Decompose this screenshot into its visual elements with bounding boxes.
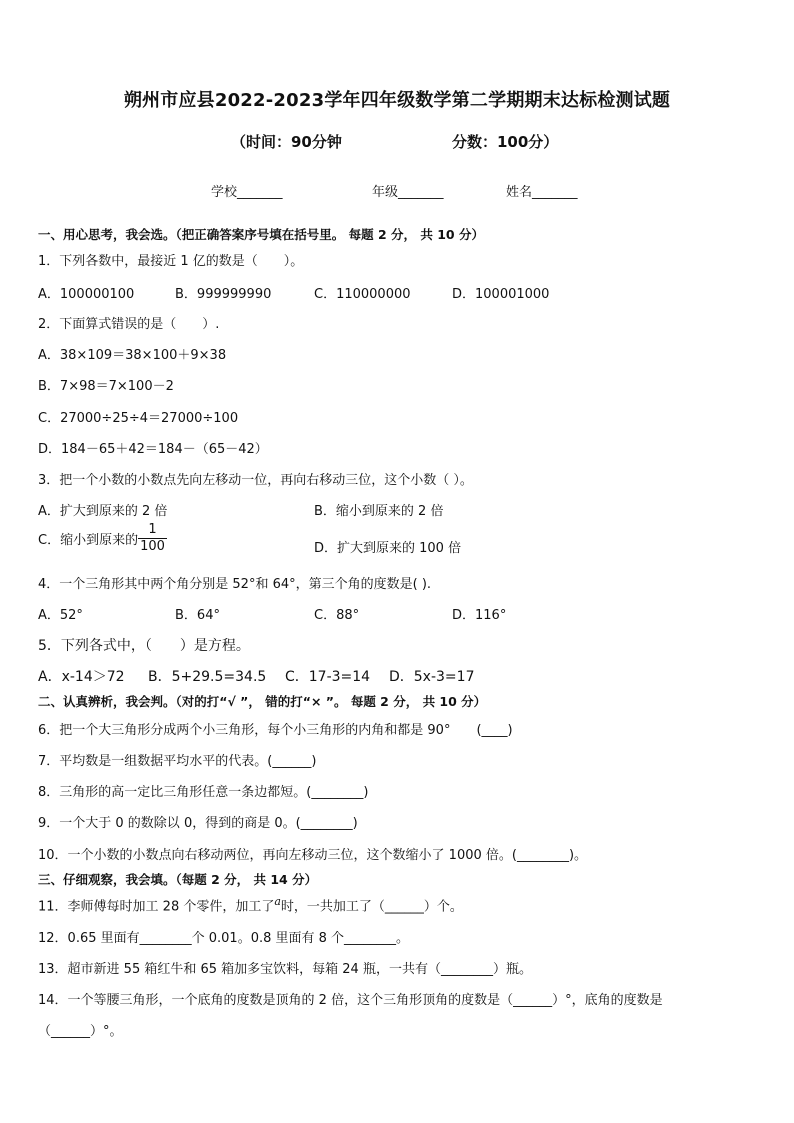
q3-option-c-text: C．缩小到原来的 <box>38 533 139 548</box>
q3-option-a: A．扩大到原来的 2 倍 <box>38 504 168 519</box>
q4-option-c: C．88° <box>314 608 360 623</box>
q4-option-b: B．64° <box>175 608 220 623</box>
q11-variable: a <box>274 895 281 908</box>
section-3-heading: 三、仔细观察，我会填。（每题 2 分， 共 14 分） <box>38 872 318 887</box>
q11-text-end: 时，一共加工了（______）个。 <box>280 899 463 915</box>
q5-option-c: C．17-3=14 <box>285 669 371 685</box>
q4-option-a: A．52° <box>38 608 83 623</box>
question-4: 4．一个三角形其中两个角分别是 52°和 64°，第三个角的度数是( ). <box>38 577 432 592</box>
question-5: 5．下列各式中，（ ）是方程。 <box>38 638 250 654</box>
school-field: 学校_______ <box>211 185 283 200</box>
q2-option-b: B．7×98＝7×100－2 <box>38 379 174 394</box>
q1-option-b: B．999999990 <box>175 287 272 302</box>
q2-option-d: D．184－65＋42＝184－（65－42） <box>38 442 268 457</box>
fraction-numerator: 1 <box>138 522 167 539</box>
q5-option-a: A．x-14＞72 <box>38 669 125 685</box>
q5-option-d: D．5x-3=17 <box>389 669 475 685</box>
fraction <box>138 522 167 555</box>
q1-option-c: C．110000000 <box>314 287 411 302</box>
question-11 <box>38 895 463 914</box>
question-13: 13．超市新进 55 箱红牛和 65 箱加多宝饮料，每箱 24 瓶，一共有（________）瓶。 <box>38 962 532 977</box>
fraction-denominator: 100 <box>140 539 165 554</box>
question-6: 6．把一个大三角形分成两个小三角形，每个小三角形的内角和都是 90° (____) <box>38 723 513 738</box>
q2-option-c: C．27000÷25÷4＝27000÷100 <box>38 411 239 426</box>
name-field: 姓名_______ <box>506 185 578 200</box>
question-14-line-1: 14．一个等腰三角形，一个底角的度数是顶角的 2 倍，这个三角形顶角的度数是（______）°，底角的度数是 <box>38 993 663 1008</box>
q4-option-d: D．116° <box>452 608 507 623</box>
page-title: 朔州市应县2022-2023学年四年级数学第二学期期末达标检测试题 <box>123 90 671 111</box>
q1-option-a: A．100000100 <box>38 287 135 302</box>
exam-score: 分数：100分） <box>452 133 559 151</box>
q1-option-d: D．100001000 <box>452 287 550 302</box>
question-9: 9．一个大于 0 的数除以 0，得到的商是 0。(________) <box>38 816 358 831</box>
section-2-heading: 二、认真辨析，我会判。（对的打“√ ”， 错的打“× ”。 每题 2 分， 共 10 分） <box>38 694 487 709</box>
section-1-heading: 一、用心思考，我会选。（把正确答案序号填在括号里。 每题 2 分， 共 10 分） <box>38 227 484 242</box>
q3-option-c <box>38 522 167 555</box>
q3-option-d: D．扩大到原来的 100 倍 <box>314 541 462 556</box>
q3-option-b: B．缩小到原来的 2 倍 <box>314 504 444 519</box>
q2-option-a: A．38×109＝38×100＋9×38 <box>38 348 227 363</box>
question-7: 7．平均数是一组数据平均水平的代表。(______) <box>38 754 317 769</box>
question-8: 8．三角形的高一定比三角形任意一条边都短。(________) <box>38 785 369 800</box>
question-10: 10．一个小数的小数点向右移动两位，再向左移动三位，这个数缩小了 1000 倍。(________)。 <box>38 848 588 863</box>
q11-text-start: 11．李师傅每时加工 28 个零件，加工了 <box>38 899 275 915</box>
question-14-line-2: （______）°。 <box>38 1024 123 1039</box>
q5-option-b: B．5+29.5=34.5 <box>148 669 267 685</box>
exam-time: （时间：90分钟 <box>231 133 342 151</box>
question-2: 2．下面算式错误的是（ ）. <box>38 317 220 332</box>
question-3: 3．把一个小数的小数点先向左移动一位，再向右移动三位，这个小数（ ）。 <box>38 473 473 488</box>
question-12: 12．0.65 里面有________个 0.01。0.8 里面有 8 个________。 <box>38 931 410 946</box>
question-1: 1．下列各数中，最接近 1 亿的数是（ ）。 <box>38 254 304 269</box>
grade-field: 年级_______ <box>372 185 444 200</box>
